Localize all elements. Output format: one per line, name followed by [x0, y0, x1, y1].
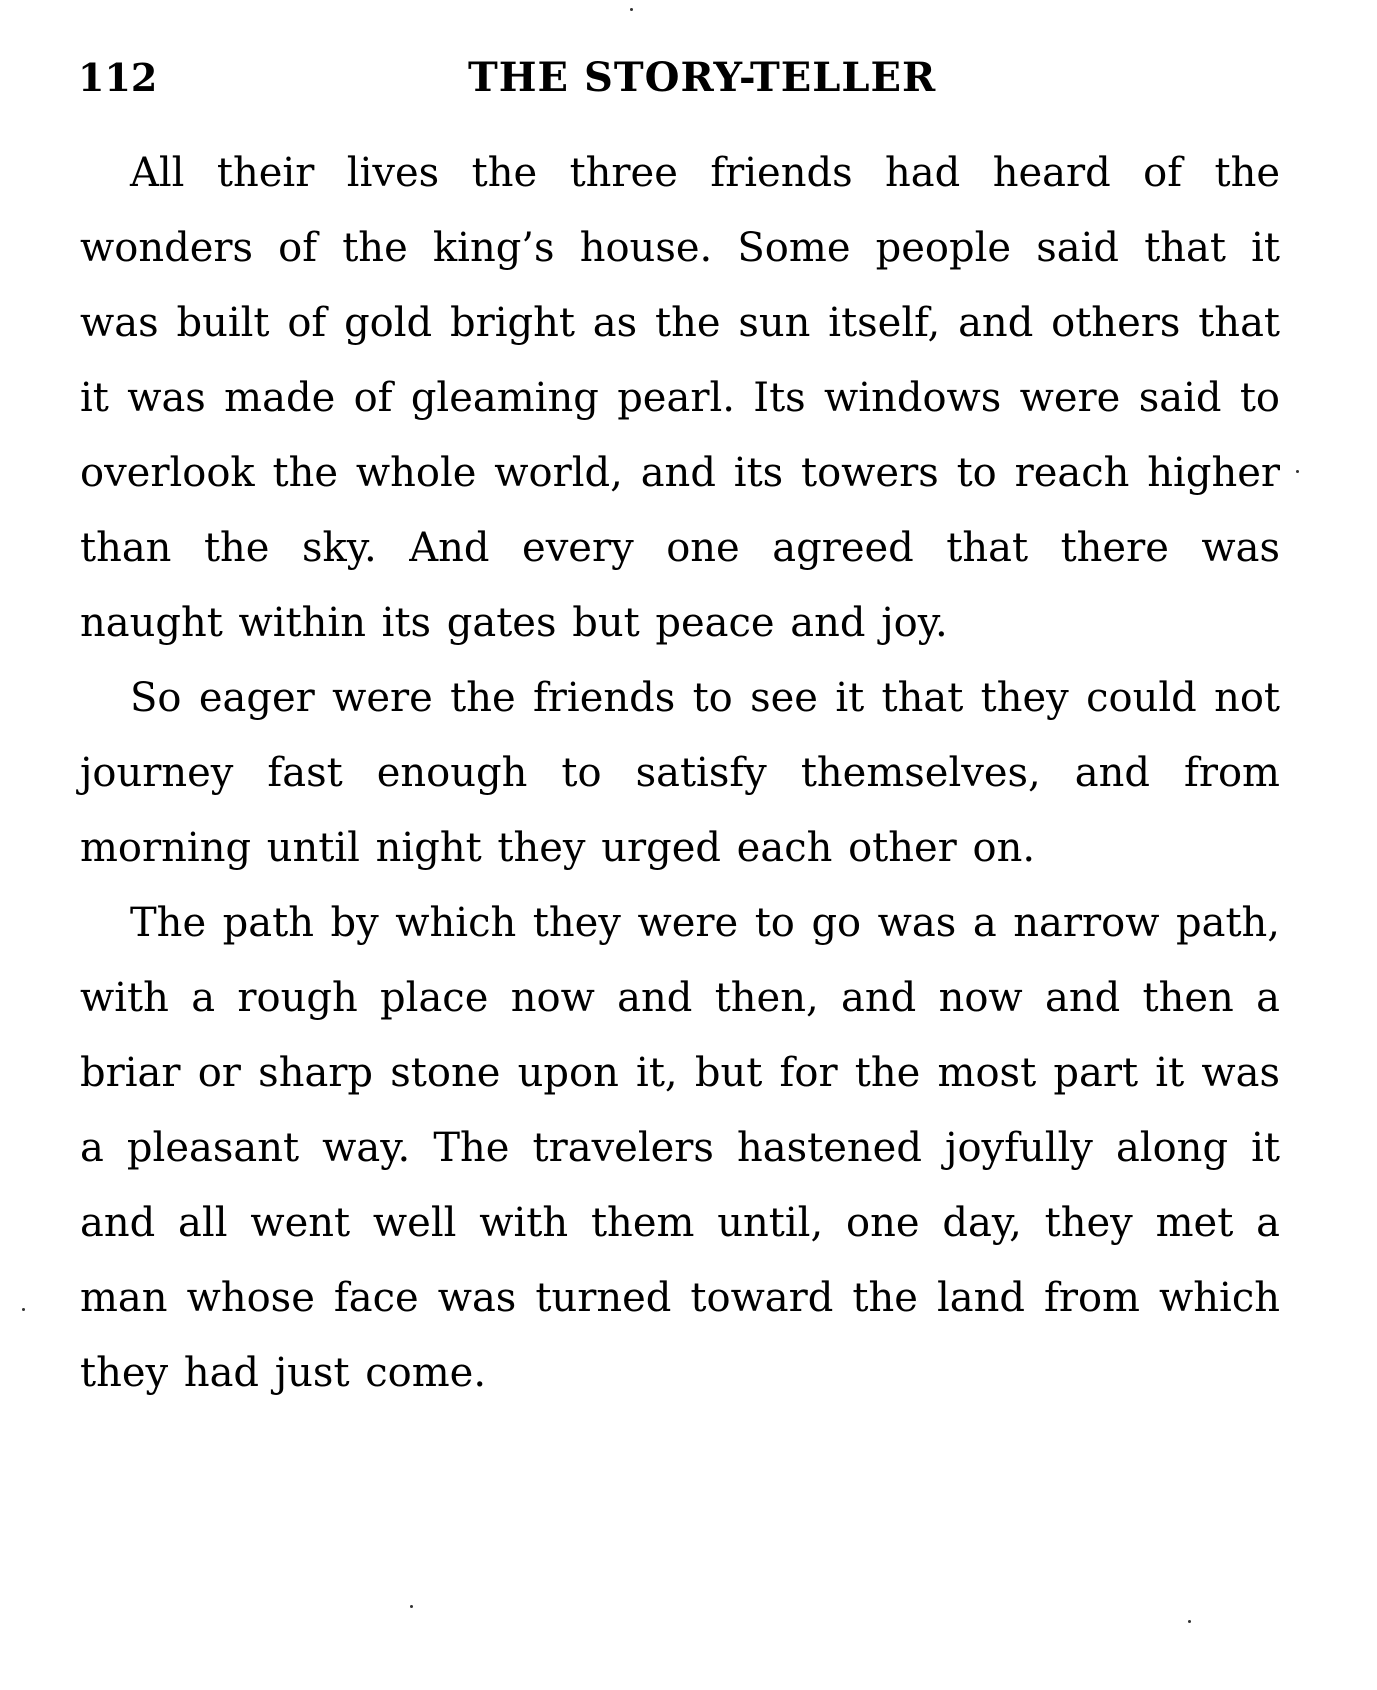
- running-title: THE STORY-TELLER: [468, 54, 937, 101]
- scan-speck: [1296, 470, 1299, 473]
- paragraph-2: So eager were the friends to see it that they could not journey fast enough to satisfy themselves, and from morning until night they urged each other on.: [80, 675, 1280, 871]
- page-number: 112: [78, 55, 158, 100]
- body-text: [80, 136, 1280, 1411]
- page-header: [78, 48, 1278, 108]
- paragraph-1: All their lives the three friends had heard of the wonders of the king’s house. Some people said that it was built of gold bright as the sun itself, and others that it was made of gleaming pearl. Its windows were said to overlook the whole world, and its towers to reach higher than the sky. And every one agreed that there was naught within its gates but peace and joy.: [80, 150, 1280, 646]
- scan-speck: [410, 1605, 413, 1608]
- paragraph-3: The path by which they were to go was a narrow path, with a rough place now and then, and now and then a briar or sharp stone upon it, but for the most part it was a pleasant way. The travelers hastened joyfully along it and all went well with them until, one day, they met a man whose face was turned toward the land from which they had just come.: [80, 900, 1280, 1396]
- scan-speck: [630, 8, 633, 11]
- scan-speck: [1188, 1620, 1191, 1623]
- scan-speck: [22, 1308, 25, 1311]
